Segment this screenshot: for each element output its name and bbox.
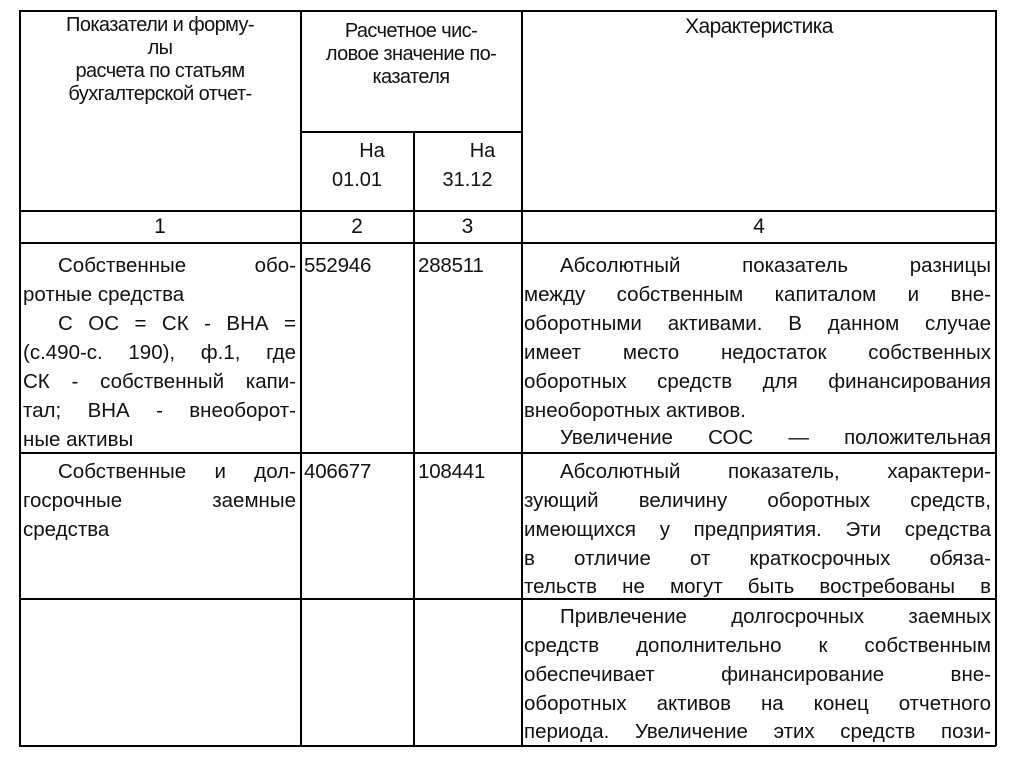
description-line: имеющихся у предприятия. Эти средства [524,518,991,541]
header-start-date-line: 01.01 [331,169,383,191]
row1-bottom-border [19,452,996,454]
right-border [995,10,997,746]
description-line: имеет место недостаток собственных [524,341,991,364]
header-characteristic: Характеристика [685,15,833,38]
indicator-line: ротные средства [23,283,185,306]
header-calculated-value [302,20,520,89]
indicator-line: ные активы [23,428,134,451]
end-value: 108441 [418,460,486,483]
description-line: обеспечивает финансирование вне- [524,663,991,686]
column-number-1: 1 [154,215,166,238]
description-line: зующий величину оборотных средств, [524,489,991,512]
description-line: Абсолютный показатель разницы [560,254,991,277]
header-start-date-line: На [359,140,385,162]
left-border [19,10,21,746]
description-line: оборотных средств для финансирования [524,370,991,393]
header-bottom-border [19,210,996,212]
indicator-line: (с.490-с. 190), ф.1, где [23,341,296,364]
top-border [19,10,996,12]
indicator-line: Собственные обо- [58,254,296,277]
indicator-line: госрочные заемные [23,489,296,512]
description-line: средств дополнительно к собственным [524,634,991,657]
description-line: тельств не могут быть востребованы в [524,575,991,598]
indicator-line: средства [23,518,110,541]
subheader-divider [300,131,522,133]
description-line: оборотными активами. В данном случае [524,312,991,335]
col3-right-border [521,10,523,746]
start-value: 552946 [304,254,372,277]
indicator-line: С ОС = СК - ВНА = [58,312,296,335]
header-calculated-value-line: казателя [372,66,450,88]
header-indicators-line: лы [147,37,173,59]
header-calculated-value-line: ловое значение по- [325,43,497,65]
indicator-line: Собственные и дол- [58,460,296,483]
description-line: внеоборотных активов. [524,399,746,422]
column-number-4: 4 [753,215,765,238]
end-value: 288511 [418,254,484,277]
description-line: оборотных активов на конец отчетного [524,692,991,715]
header-indicators-line: расчета по статьям [75,60,245,82]
description-line: Абсолютный показатель, характери- [560,460,991,483]
indicator-line: тал; ВНА - внеоборот- [23,399,296,422]
description-line: между собственным капиталом и вне- [524,283,991,306]
header-end-date [415,137,520,195]
indicator-line: СК - собственный капи- [23,370,296,393]
header-start-date [302,137,412,195]
description-line: периода. Увеличение этих средств пози- [524,720,991,743]
start-value: 406677 [304,460,372,483]
description-line: Привлечение долгосрочных заемных [560,605,991,628]
numbering-bottom-border [19,242,996,244]
header-indicators-line: бухгалтерской отчет- [68,83,252,105]
header-end-date-line: На [469,140,496,162]
header-calculated-value-line: Расчетное чис- [344,20,478,42]
description-line: Увеличение СОС — положительная [560,426,991,449]
header-indicators [21,14,299,106]
header-end-date-line: 31.12 [442,169,493,191]
column-number-2: 2 [351,215,363,238]
column-number-3: 3 [461,215,474,238]
header-indicators-line: Показатели и форму- [66,14,254,36]
description-line: в отличие от краткосрочных обяза- [524,547,991,570]
col1-right-border [300,10,302,746]
